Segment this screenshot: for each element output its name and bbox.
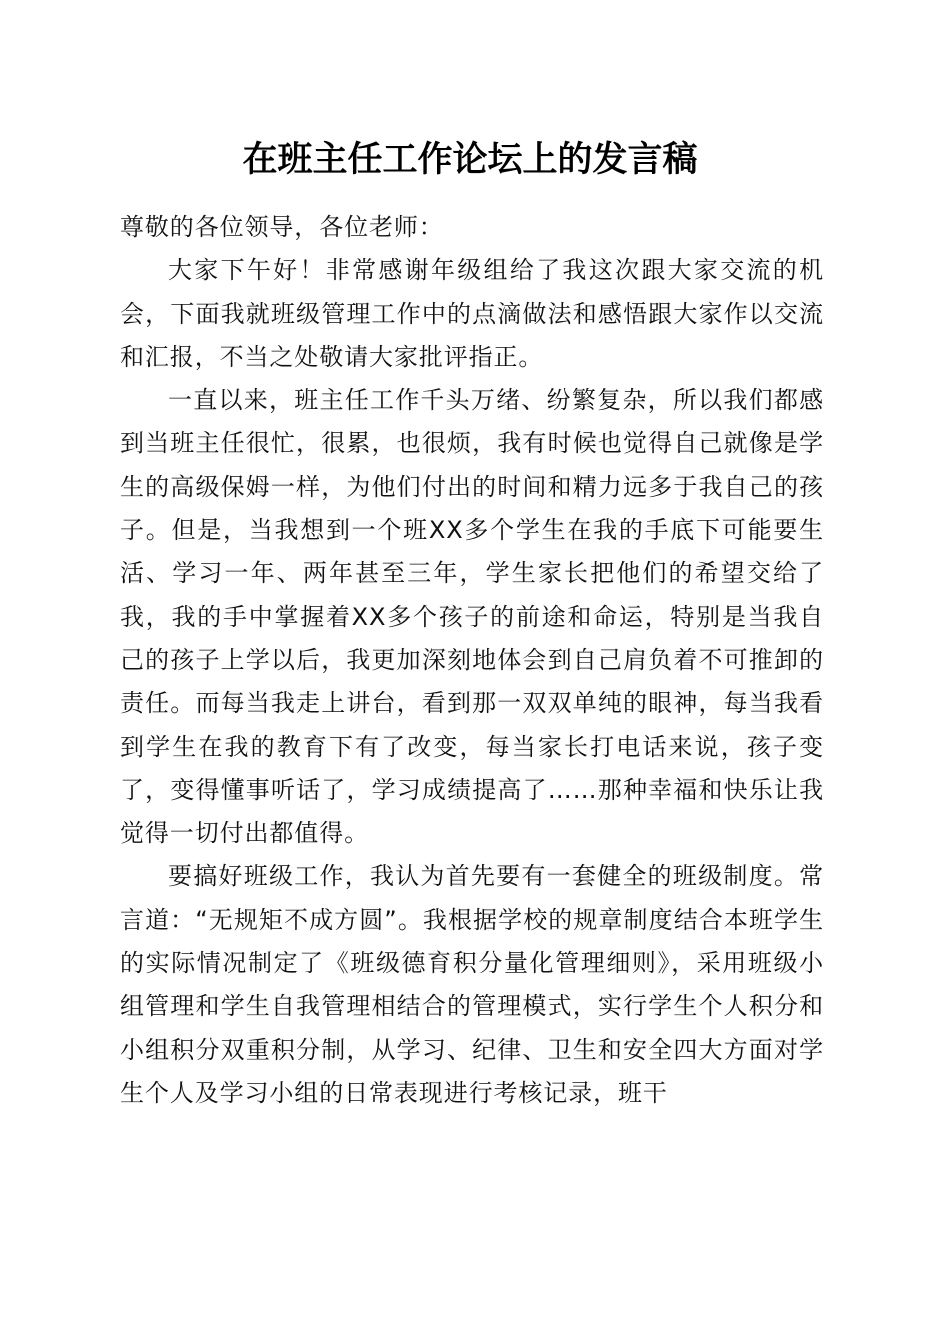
paragraph-1: 大家下午好！非常感谢年级组给了我这次跟大家交流的机会，下面我就班级管理工作中的点滴做法和感悟跟大家作以交流和汇报，不当之处敬请大家批评指正。 xyxy=(120,256,824,371)
document-title: 在班主任工作论坛上的发言稿 xyxy=(242,139,698,180)
paragraph-3: 要搞好班级工作，我认为首先要有一套健全的班级制度。常言道：“无规矩不成方圆”。我根据学校的规章制度结合本班学生的实际情况制定了《班级德育积分量化管理细则》，采用班级小组管理和学生自我管理相结合的管理模式，实行学生个人积分和小组积分双重积分制，从学习、纪律、卫生和安全四大方面对学生个人及学习小组的日常表现进行考核记录，班干 xyxy=(120,862,824,1107)
salutation: 尊敬的各位领导，各位老师： xyxy=(120,213,444,241)
document-body xyxy=(120,206,824,1115)
paragraph-2: 一直以来，班主任工作千头万绪、纷繁复杂，所以我们都感到当班主任很忙，很累，也很烦，我有时候也觉得自己就像是学生的高级保姆一样，为他们付出的时间和精力远多于我自己的孩子。但是，当我想到一个班XX多个学生在我的手底下可能要生活、学习一年、两年甚至三年，学生家长把他们的希望交给了我，我的手中掌握着XX多个孩子的前途和命运，特别是当我自己的孩子上学以后，我更加深刻地体会到自己肩负着不可推卸的责任。而每当我走上讲台，看到那一双双单纯的眼神，每当我看到学生在我的教育下有了改变，每当家长打电话来说，孩子变了，变得懂事听话了，学习成绩提高了……那种幸福和快乐让我觉得一切付出都值得。 xyxy=(120,386,824,848)
